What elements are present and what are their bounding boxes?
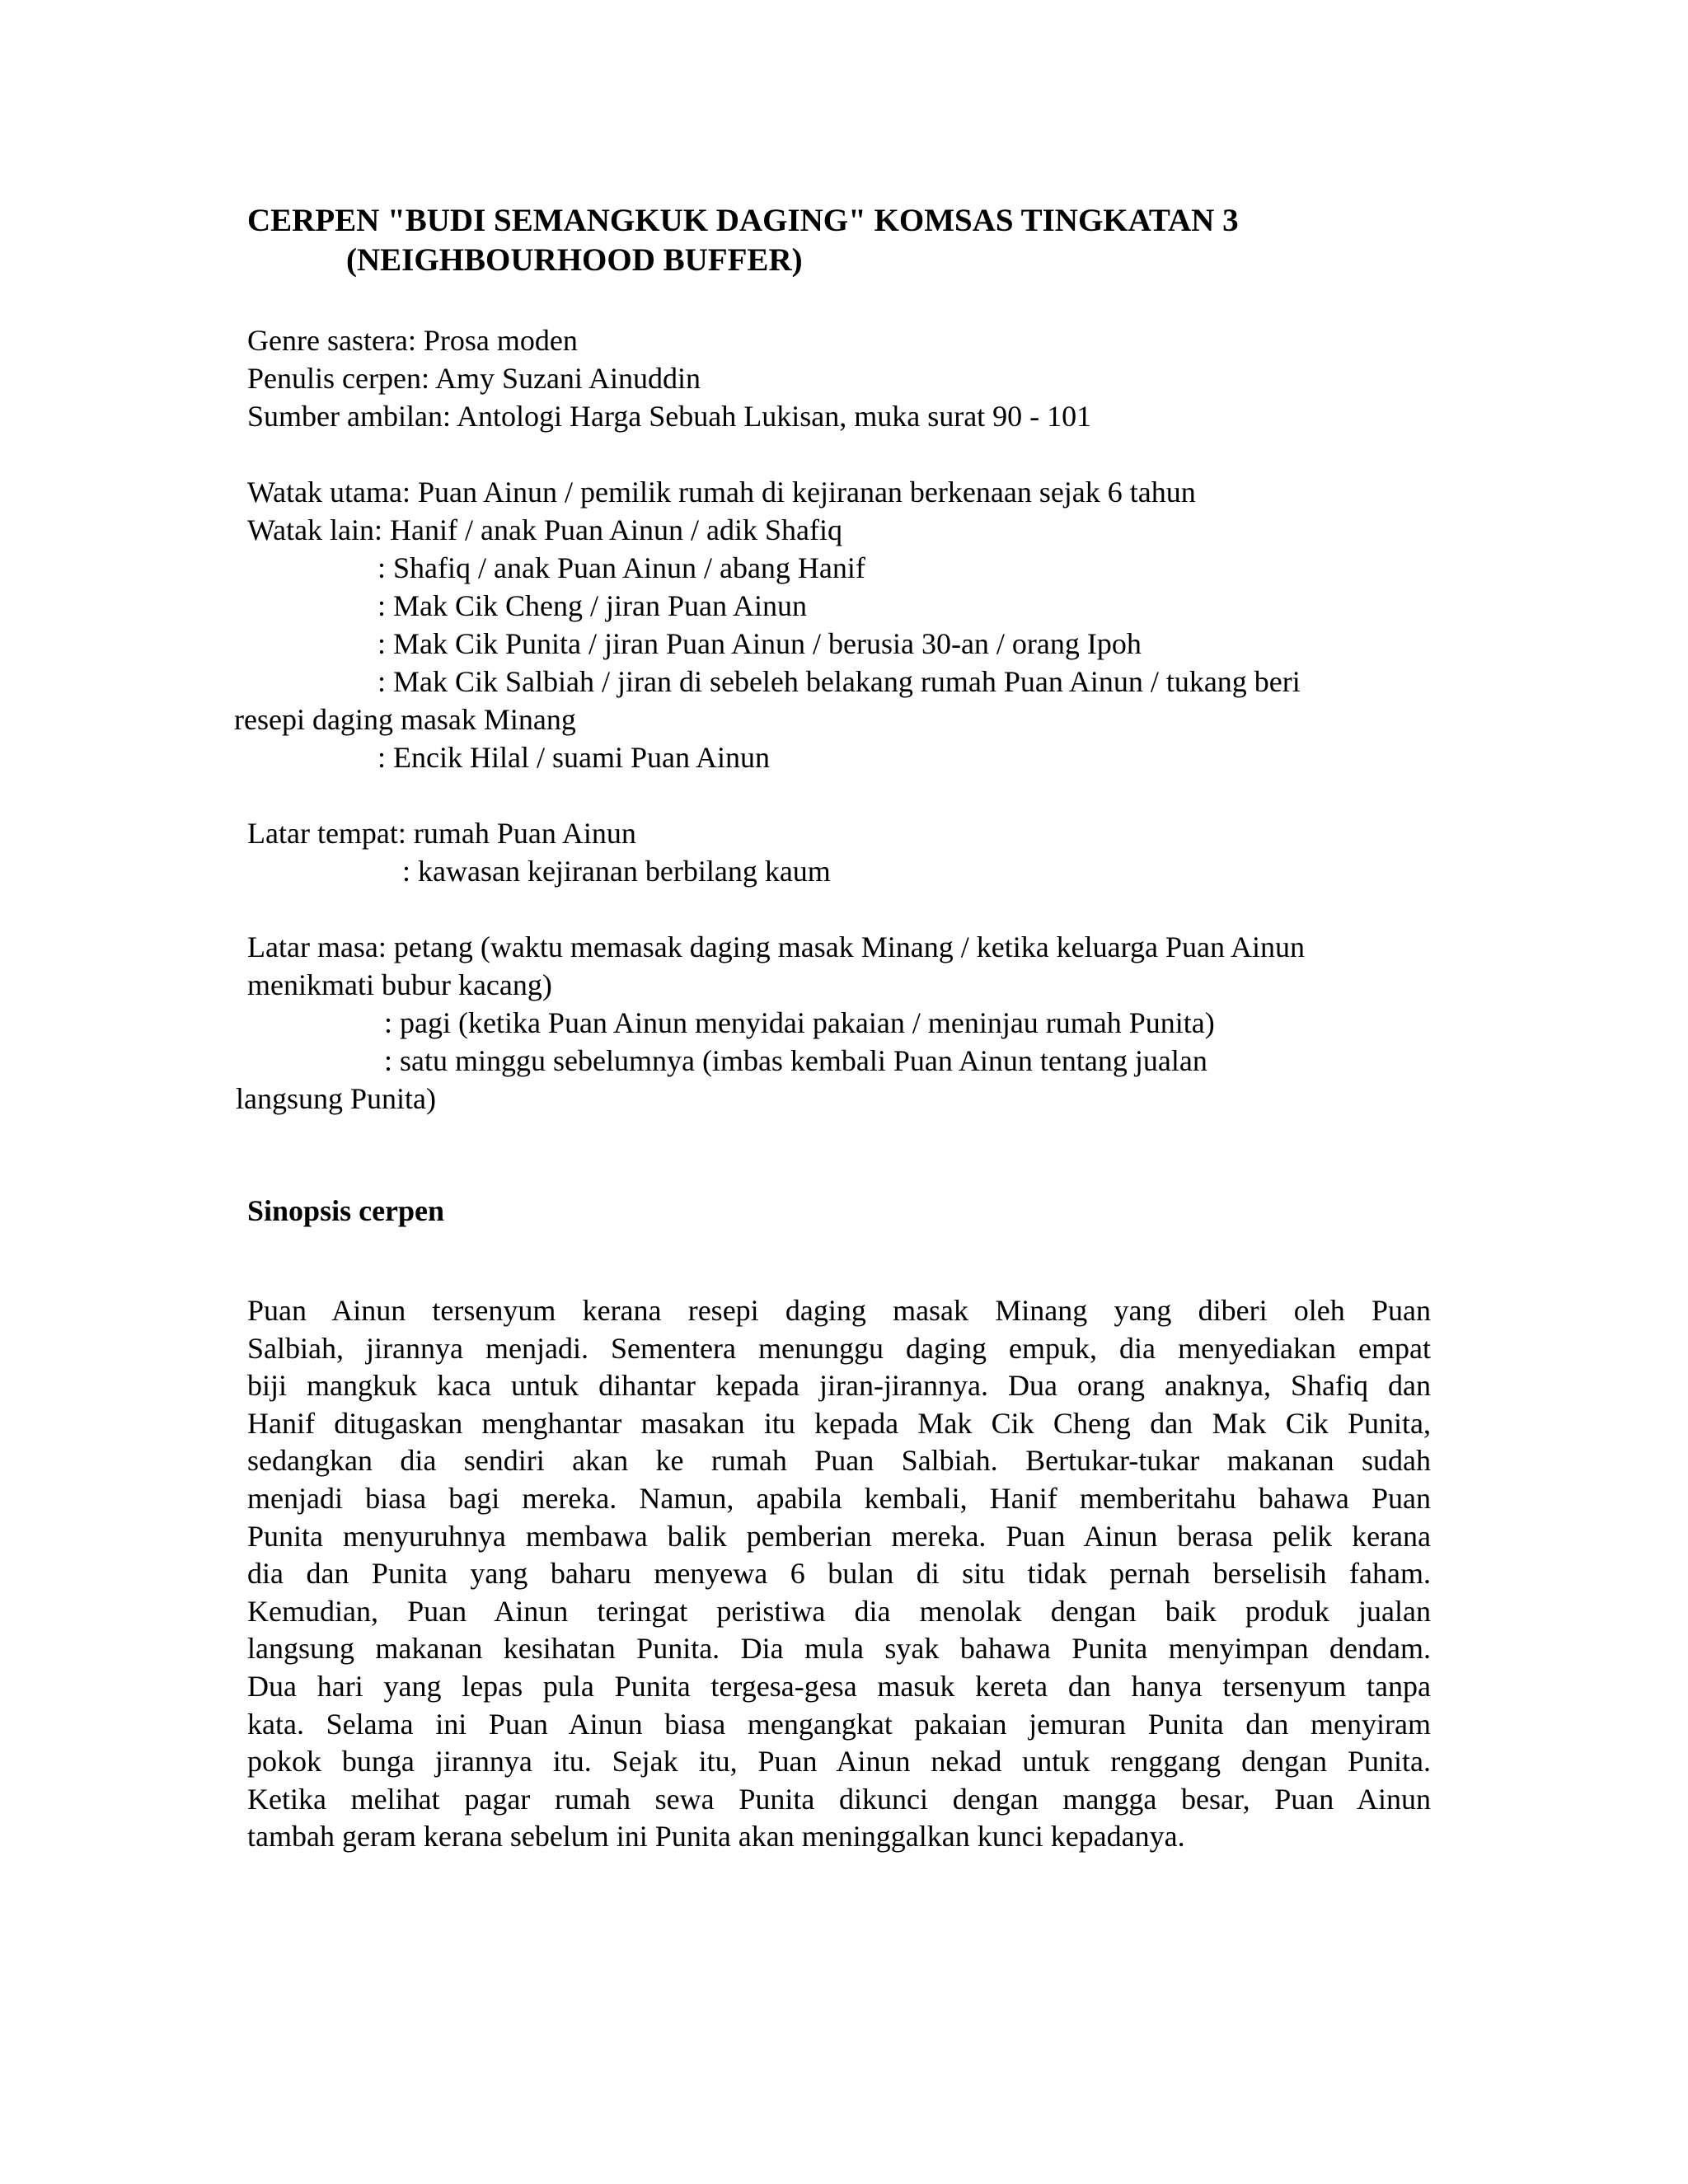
setting-time-item: : satu minggu sebelumnya (imbas kembali Puan Ainun tentang jualan <box>384 1044 1207 1077</box>
document-title-line-1: CERPEN "BUDI SEMANGKUK DAGING" KOMSAS TINGKATAN 3 <box>247 203 1239 238</box>
synopsis-line: dia dan Punita yang baharu menyewa 6 bulan di situ tidak pernah berselisih faham. <box>247 1557 1431 1591</box>
synopsis-line: Hanif ditugaskan menghantar masakan itu kepada Mak Cik Cheng dan Mak Cik Punita, <box>247 1406 1431 1440</box>
genre-line: Genre sastera: Prosa moden <box>247 324 578 357</box>
synopsis-line: Dua hari yang lepas pula Punita tergesa-gesa masuk kereta dan hanya tersenyum tanpa <box>247 1669 1431 1703</box>
synopsis-line: langsung makanan kesihatan Punita. Dia mula syak bahawa Punita menyimpan dendam. <box>247 1632 1431 1666</box>
synopsis-line: Salbiah, jirannya menjadi. Sementera menunggu daging empuk, dia menyediakan empat <box>247 1331 1431 1365</box>
main-character-line: Watak utama: Puan Ainun / pemilik rumah di kejiranan berkenaan sejak 6 tahun <box>247 476 1196 509</box>
synopsis-heading: Sinopsis cerpen <box>247 1194 445 1227</box>
synopsis-line: pokok bunga jirannya itu. Sejak itu, Puan Ainun nekad untuk renggang dengan Punita. <box>247 1745 1431 1779</box>
other-character-item: : Mak Cik Salbiah / jiran di sebeleh belakang rumah Puan Ainun / tukang beri <box>377 665 1301 698</box>
other-character-item: : Mak Cik Punita / jiran Puan Ainun / berusia 30-an / orang Ipoh <box>377 627 1142 660</box>
other-character-item-continuation: resepi daging masak Minang <box>234 703 576 736</box>
synopsis-line: Kemudian, Puan Ainun teringat peristiwa dia menolak dengan baik produk jualan <box>247 1594 1431 1628</box>
synopsis-line: menjadi biasa bagi mereka. Namun, apabila kembali, Hanif memberitahu bahawa Puan <box>247 1481 1431 1515</box>
synopsis-line: Ketika melihat pagar rumah sewa Punita dikunci dengan mangga besar, Puan Ainun <box>247 1782 1431 1816</box>
other-character-item: : Mak Cik Cheng / jiran Puan Ainun <box>377 589 807 622</box>
synopsis-line: tambah geram kerana sebelum ini Punita akan meninggalkan kunci kepadanya. <box>247 1820 1185 1854</box>
setting-time-continuation: menikmati bubur kacang) <box>247 968 552 1001</box>
synopsis-line: sedangkan dia sendiri akan ke rumah Puan Salbiah. Bertukar-tukar makanan sudah <box>247 1444 1431 1478</box>
setting-place-line: Latar tempat: rumah Puan Ainun <box>247 817 636 850</box>
other-character-item: : Shafiq / anak Puan Ainun / abang Hanif <box>377 551 865 584</box>
setting-time-item-continuation: langsung Punita) <box>236 1082 436 1115</box>
source-line: Sumber ambilan: Antologi Harga Sebuah Lukisan, muka surat 90 - 101 <box>247 400 1092 433</box>
synopsis-line: Puan Ainun tersenyum kerana resepi daging masak Minang yang diberi oleh Puan <box>247 1294 1431 1327</box>
synopsis-line: kata. Selama ini Puan Ainun biasa mengangkat pakaian jemuran Punita dan menyiram <box>247 1707 1431 1741</box>
synopsis-line: biji mangkuk kaca untuk dihantar kepada jiran-jirannya. Dua orang anaknya, Shafiq dan <box>247 1369 1431 1403</box>
synopsis-paragraph <box>247 1292 1431 1856</box>
setting-time-line: Latar masa: petang (waktu memasak daging masak Minang / ketika keluarga Puan Ainun <box>247 930 1305 963</box>
setting-time-item: : pagi (ketika Puan Ainun menyidai pakaian / meninjau rumah Punita) <box>384 1006 1215 1039</box>
author-line: Penulis cerpen: Amy Suzani Ainuddin <box>247 362 701 395</box>
setting-place-item: : kawasan kejiranan berbilang kaum <box>402 855 831 888</box>
other-character-item: : Encik Hilal / suami Puan Ainun <box>377 741 770 774</box>
synopsis-line: Punita menyuruhnya membawa balik pemberian mereka. Puan Ainun berasa pelik kerana <box>247 1519 1431 1553</box>
other-characters-line: Watak lain: Hanif / anak Puan Ainun / adik Shafiq <box>247 513 842 546</box>
document-title-line-2: (NEIGHBOURHOOD BUFFER) <box>346 242 803 278</box>
